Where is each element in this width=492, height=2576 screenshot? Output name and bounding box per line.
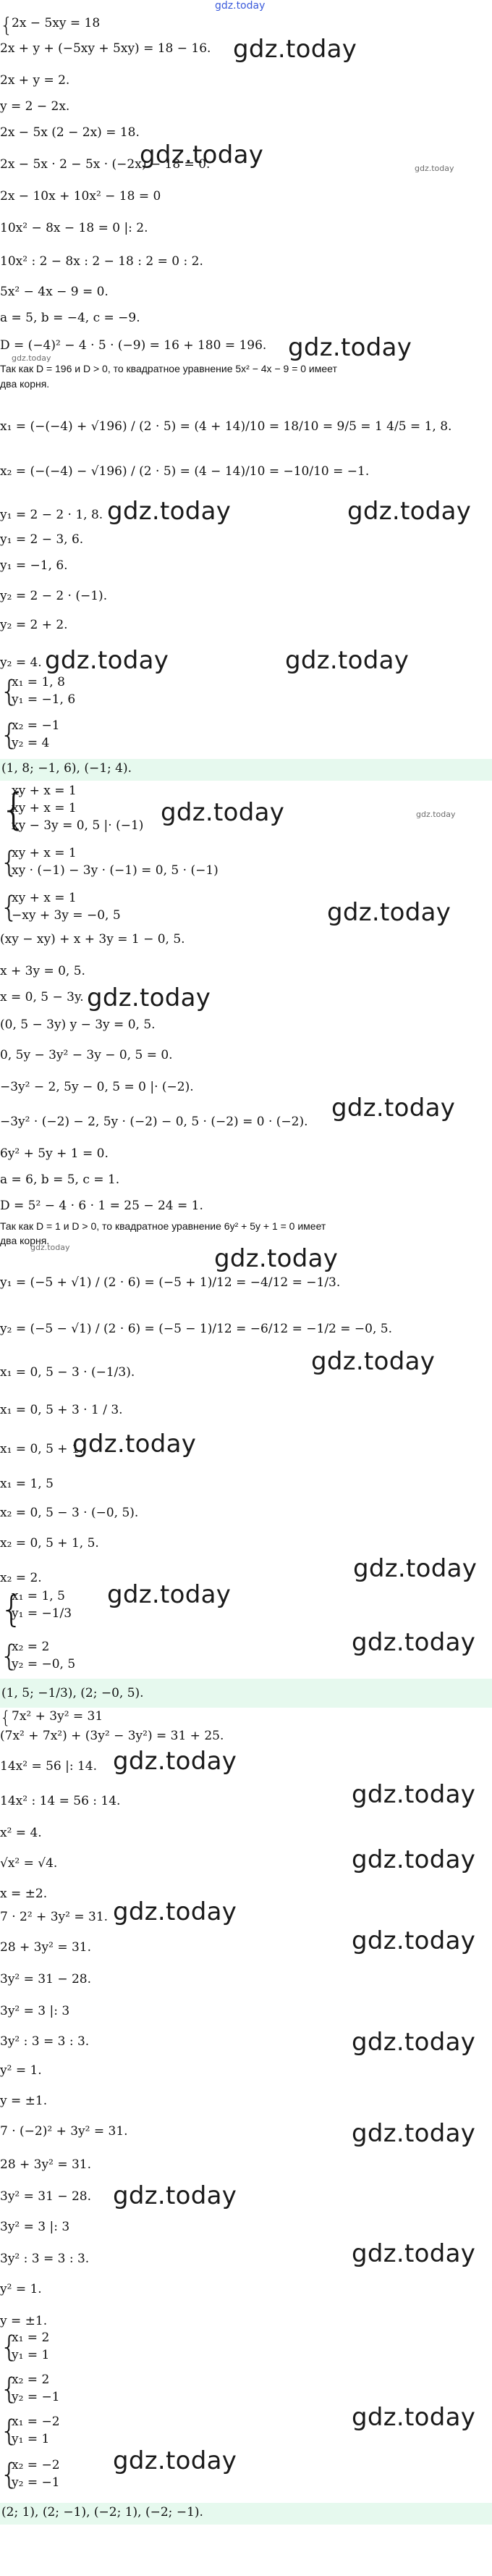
brace-icon: { (0, 675, 19, 708)
watermark: gdz.today (353, 1554, 478, 1583)
math-line: x₂ = 2. (0, 1571, 42, 1585)
watermark: gdz.today (214, 1244, 339, 1273)
watermark-small: gdz.today (415, 164, 454, 173)
brace-icon: { (0, 13, 13, 37)
watermark: gdz.today (113, 2181, 237, 2210)
system-row: xy + x = 1 (12, 891, 77, 905)
math-line: D = (−4)² − 4 · 5 · (−9) = 16 + 180 = 196. (0, 338, 267, 353)
math-line: 28 + 3y² = 31. (0, 1940, 92, 1955)
math-line: D = 5² − 4 · 6 · 1 = 25 − 24 = 1. (0, 1199, 203, 1213)
math-line: 7 · (−2)² + 3y² = 31. (0, 2124, 128, 2139)
math-line: 2x − 5x (2 − 2x) = 18. (0, 125, 140, 140)
brace-icon: { (0, 784, 28, 835)
math-line: y² = 1. (0, 2063, 42, 2078)
system-row: −xy + 3y = −0, 5 (12, 908, 121, 923)
watermark: gdz.today (107, 497, 232, 526)
system-row: y₁ = −1, 6 (12, 692, 76, 707)
math-line: y = ±1. (0, 2314, 48, 2328)
math-line: (7x² + 7x²) + (3y² − 3y²) = 31 + 25. (0, 1729, 224, 1743)
watermark: gdz.today (352, 2028, 476, 2057)
math-line: 3y² : 3 = 3 : 3. (0, 2252, 90, 2266)
brace-icon: { (0, 2330, 19, 2364)
watermark: gdz.today (288, 333, 412, 362)
system-row: y₁ = −1/3 (12, 1606, 72, 1621)
paragraph-text: два корня. (0, 378, 50, 390)
answer-box: (2; 1), (2; −1), (−2; 1), (−2; −1). (0, 2503, 492, 2525)
brace-icon: { (0, 891, 19, 924)
math-line: x₁ = 0, 5 + 1. (0, 1442, 84, 1456)
watermark: gdz.today (352, 1628, 476, 1657)
math-line: y₂ = (−5 − √1) / (2 · 6) = (−5 − 1)/12 = −6/12 = −1/2 = −0, 5. (0, 1322, 393, 1336)
system-row: x₁ = 1, 8 (12, 675, 65, 689)
watermark: gdz.today (45, 646, 169, 675)
answer-box: (1, 8; −1, 6), (−1; 4). (0, 759, 492, 781)
math-line: 14x² : 14 = 56 : 14. (0, 1794, 121, 1808)
math-line: 14x² = 56 |: 14. (0, 1759, 98, 1774)
math-line: x₁ = (−(−4) + √196) / (2 · 5) = (4 + 14)/10 = 18/10 = 9/5 = 1 4/5 = 1, 8. (0, 419, 452, 434)
math-line: x + 3y = 0, 5. (0, 964, 85, 978)
math-line: x₁ = 0, 5 − 3 · (−1/3). (0, 1365, 135, 1380)
math-line: 3y² = 3 |: 3 (0, 2220, 70, 2234)
system-row: y₁ = 1 (12, 2432, 50, 2446)
watermark-small: gdz.today (30, 1243, 70, 1252)
math-line: 2x − 5x · 2 − 5x · (−2x) − 18 = 0. (0, 157, 211, 172)
system-row: x₁ = 1, 5 (12, 1589, 65, 1603)
system-row: y₁ = 1 (12, 2348, 50, 2362)
system-row: xy + x = 1 (12, 846, 77, 860)
watermark: gdz.today (311, 1347, 436, 1376)
system-row: y₂ = −1 (12, 2390, 60, 2404)
system-row: x₂ = 2 (12, 1640, 50, 1654)
system-row: xy · (−1) − 3y · (−1) = 0, 5 · (−1) (12, 863, 219, 878)
watermark: gdz.today (161, 798, 285, 827)
watermark: gdz.today (113, 1897, 237, 1926)
system-row: x₂ = 2 (12, 2372, 50, 2387)
math-line: 28 + 3y² = 31. (0, 2157, 92, 2172)
math-line: 10x² : 2 − 8x : 2 − 18 : 2 = 0 : 2. (0, 254, 203, 269)
watermark: gdz.today (285, 646, 410, 675)
math-line: −3y² − 2, 5y − 0, 5 = 0 |· (−2). (0, 1080, 194, 1094)
math-line: 2x − 10x + 10x² − 18 = 0 (0, 189, 161, 204)
brace-icon: { (0, 1640, 19, 1673)
math-line: 3y² : 3 = 3 : 3. (0, 2034, 90, 2049)
watermark-small: gdz.today (12, 353, 51, 363)
math-line: 3y² = 31 − 28. (0, 1972, 92, 1986)
math-line: 2x + y + (−5xy + 5xy) = 18 − 16. (0, 41, 211, 56)
system-row: x₁ = −2 (12, 2415, 60, 2429)
math-line: y₂ = 2 − 2 · (−1). (0, 589, 108, 603)
system-row: 7x² + 3y² = 31 (12, 1709, 103, 1724)
math-line: y = 2 − 2x. (0, 99, 70, 114)
system-row: y₂ = −1 (12, 2475, 60, 2490)
watermark: gdz.today (87, 983, 211, 1012)
watermark: gdz.today (140, 140, 264, 169)
watermark: gdz.today (72, 1430, 197, 1459)
math-line: y₁ = 2 − 3, 6. (0, 532, 84, 547)
math-line: 3y² = 31 − 28. (0, 2189, 92, 2204)
watermark: gdz.today (347, 497, 472, 526)
system-row: x₁ = 2 (12, 2330, 50, 2345)
brace-icon: { (0, 2415, 19, 2448)
top-watermark: gdz.today (215, 0, 266, 12)
watermark: gdz.today (113, 1747, 237, 1776)
math-line: 6y² + 5y + 1 = 0. (0, 1146, 109, 1161)
watermark: gdz.today (331, 1094, 456, 1123)
system-row: x₂ = −1 (12, 718, 60, 733)
math-line: y₁ = (−5 + √1) / (2 · 6) = (−5 + 1)/12 = −4/12 = −1/3. (0, 1275, 341, 1290)
watermark: gdz.today (233, 35, 357, 64)
system-row: y₂ = −0, 5 (12, 1657, 76, 1671)
math-line: 0, 5y − 3y² − 3y − 0, 5 = 0. (0, 1048, 173, 1062)
watermark: gdz.today (352, 2403, 476, 2432)
watermark-small: gdz.today (416, 810, 456, 819)
system-row: x₂ = −2 (12, 2458, 60, 2472)
brace-icon: { (0, 846, 19, 879)
math-line: y₂ = 2 + 2. (0, 618, 68, 632)
math-line: −3y² · (−2) − 2, 5y · (−2) − 0, 5 · (−2) = 0 · (−2). (0, 1115, 308, 1129)
watermark: gdz.today (107, 1580, 232, 1609)
math-line: (xy − xy) + x + 3y = 1 − 0, 5. (0, 932, 185, 947)
watermark: gdz.today (352, 2239, 476, 2268)
math-line: √x² = √4. (0, 1856, 58, 1871)
system-row: xy + x = 1 (12, 801, 77, 815)
brace-icon: { (0, 718, 19, 752)
watermark: gdz.today (113, 2446, 237, 2475)
brace-icon: { (0, 2372, 19, 2406)
math-line: 5x² − 4x − 9 = 0. (0, 285, 109, 299)
math-line: y = ±1. (0, 2094, 48, 2108)
math-line: x₂ = 0, 5 − 3 · (−0, 5). (0, 1506, 139, 1520)
math-line: y² = 1. (0, 2282, 42, 2296)
paragraph-text: Так как D = 1 и D > 0, то квадратное уравнение 6y² + 5y + 1 = 0 имеет (0, 1220, 326, 1232)
math-line: x = 0, 5 − 3y. (0, 990, 84, 1004)
watermark: gdz.today (352, 1845, 476, 1874)
math-line: x = ±2. (0, 1887, 48, 1901)
math-line: x₂ = (−(−4) − √196) / (2 · 5) = (4 − 14)/10 = −10/10 = −1. (0, 464, 370, 479)
math-line: 2x + y = 2. (0, 73, 70, 88)
math-line: x₁ = 0, 5 + 3 · 1 / 3. (0, 1403, 123, 1417)
paragraph-text: два корня. (0, 1235, 50, 1246)
answer-box: (1, 5; −1/3), (2; −0, 5). (0, 1679, 492, 1708)
math-line: x₁ = 1, 5 (0, 1477, 54, 1491)
math-line: y₁ = −1, 6. (0, 558, 68, 573)
paragraph-text: Так как D = 196 и D > 0, то квадратное уравнение 5x² − 4x − 9 = 0 имеет (0, 363, 337, 374)
math-line: x² = 4. (0, 1826, 42, 1840)
math-line: a = 5, b = −4, c = −9. (0, 311, 140, 325)
math-line: y₁ = 2 − 2 · 1, 8. (0, 508, 103, 522)
system-row: xy + x = 1 (12, 784, 77, 798)
brace-icon: { (0, 1588, 23, 1630)
system-row: 2x − 5xy = 18 (12, 16, 101, 30)
brace-icon: { (0, 1708, 12, 1728)
math-line: y₂ = 4. (0, 655, 42, 670)
watermark: gdz.today (352, 2119, 476, 2148)
watermark: gdz.today (352, 1926, 476, 1955)
math-line: a = 6, b = 5, c = 1. (0, 1172, 120, 1187)
math-line: x₂ = 0, 5 + 1, 5. (0, 1536, 99, 1551)
math-line: (0, 5 − 3y) y − 3y = 0, 5. (0, 1018, 156, 1032)
math-line: 3y² = 3 |: 3 (0, 2004, 70, 2018)
math-line: 7 · 2² + 3y² = 31. (0, 1910, 109, 1924)
watermark: gdz.today (352, 1780, 476, 1809)
system-row: xy − 3y = 0, 5 |· (−1) (12, 818, 144, 833)
brace-icon: { (0, 2458, 19, 2491)
watermark: gdz.today (327, 898, 451, 927)
math-line: 10x² − 8x − 18 = 0 |: 2. (0, 221, 148, 235)
system-row: y₂ = 4 (12, 736, 50, 750)
